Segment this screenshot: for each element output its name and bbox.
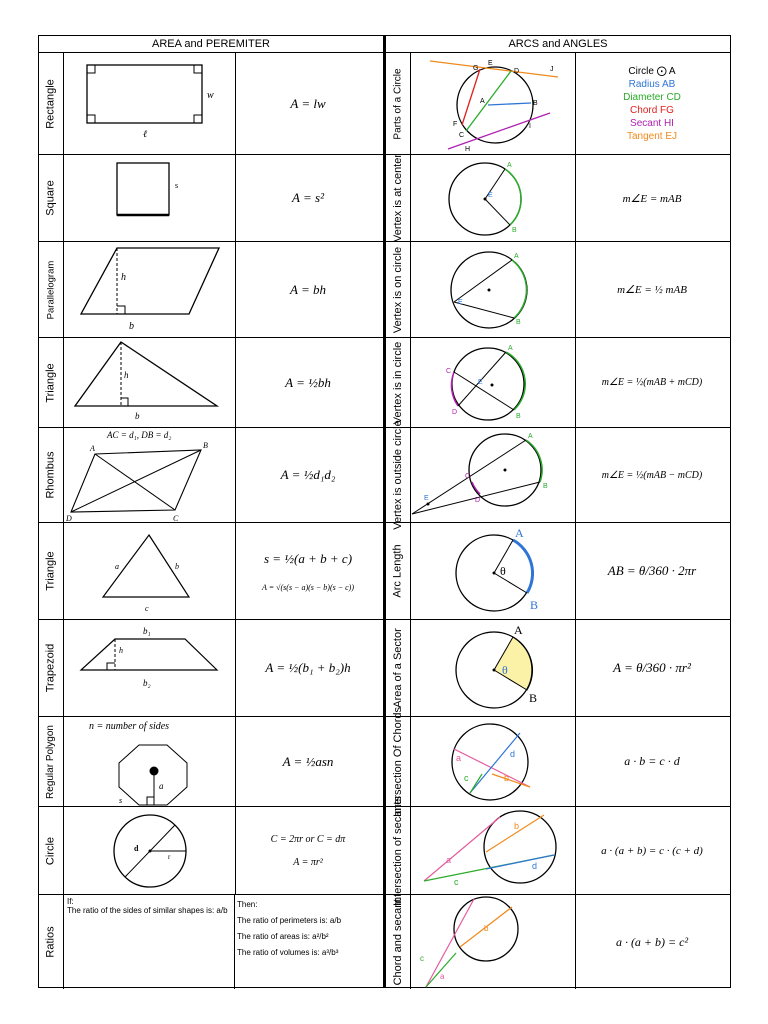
svg-text:E: E — [458, 299, 463, 306]
svg-text:θ: θ — [500, 564, 506, 578]
arc-length-row — [386, 523, 730, 620]
trapezoid-row — [39, 620, 383, 717]
svg-text:B: B — [516, 319, 521, 326]
triangle-figure — [63, 338, 236, 427]
triangle-row — [39, 338, 383, 428]
chord-secant-formula: a · (a + b) = c² — [615, 934, 689, 949]
ratios-label: Ratios — [44, 926, 57, 958]
rectangle-row — [39, 53, 383, 155]
arc-length-formula: AB = θ/360 · 2πr — [607, 563, 697, 578]
legend-secant: Secant HI — [630, 117, 674, 129]
sector-area-row — [386, 620, 730, 717]
svg-text:a: a — [159, 781, 164, 791]
square-row — [39, 155, 383, 242]
triangle-b-label: b — [135, 411, 140, 421]
svg-text:C: C — [446, 368, 452, 375]
svg-text:D: D — [66, 514, 72, 523]
svg-text:c: c — [420, 954, 424, 963]
svg-text:h: h — [119, 646, 123, 655]
square-s-label: s — [175, 181, 179, 190]
rectangle-figure — [63, 53, 236, 154]
arc-length-figure — [410, 523, 576, 619]
secants-row — [386, 795, 730, 906]
svg-text:B: B — [529, 691, 538, 705]
chords-figure — [410, 717, 576, 806]
svg-text:B: B — [512, 227, 517, 234]
svg-text:b₁: b₁ — [143, 626, 151, 636]
chords-formula: a · b = c · d — [624, 754, 680, 768]
legend-chord: Chord FG — [630, 104, 674, 116]
parallelogram-row — [39, 242, 383, 338]
triangle-heron-row — [39, 523, 383, 620]
sector-area-label: Area of a Sector — [392, 628, 404, 708]
vertex-center-label: Vertex is at center — [392, 153, 404, 243]
circle-figure — [63, 807, 236, 894]
svg-text:a: a — [440, 972, 445, 981]
svg-text:D: D — [475, 497, 481, 504]
parts-of-circle-figure — [410, 53, 576, 154]
svg-text:s: s — [119, 796, 123, 805]
sector-area-figure — [410, 620, 576, 716]
svg-text:A: A — [508, 345, 513, 352]
svg-text:d: d — [510, 749, 516, 759]
vertex-center-row — [386, 155, 730, 242]
vertex-on-circle-row — [386, 242, 730, 338]
parallelogram-figure — [63, 242, 236, 337]
vertex-in-circle-row — [386, 338, 730, 428]
svg-text:c: c — [464, 773, 469, 783]
regular-polygon-figure — [63, 717, 236, 806]
formula-sheet — [38, 35, 731, 988]
svg-text:A: A — [90, 444, 95, 453]
legend-radius: Radius AB — [628, 78, 676, 90]
triangle-h-label: h — [124, 370, 129, 380]
svg-text:C: C — [465, 473, 471, 480]
svg-text:A: A — [507, 162, 512, 169]
svg-text:C: C — [459, 132, 465, 139]
svg-text:E: E — [424, 495, 429, 502]
triangle-heron-figure — [63, 523, 236, 619]
rhombus-note: AC = d₁, DB = d₂ — [107, 430, 172, 440]
parts-of-circle-row — [386, 53, 730, 155]
rectangle-label: Rectangle — [44, 78, 57, 129]
svg-text:A: A — [528, 433, 533, 440]
trapezoid-label: Trapezoid — [44, 643, 57, 693]
svg-text:b: b — [484, 924, 489, 933]
svg-text:B: B — [530, 598, 539, 612]
svg-text:b₂: b₂ — [143, 678, 151, 688]
secants-figure — [410, 807, 576, 894]
parallelogram-b-label: b — [129, 321, 134, 332]
arc-length-label: Arc Length — [391, 544, 404, 598]
svg-text:D: D — [452, 409, 458, 416]
secants-label: Intersection of secants — [392, 795, 404, 906]
rhombus-label: Rhombus — [44, 451, 57, 499]
triangle-label: Triangle — [44, 362, 57, 403]
svg-text:D: D — [514, 68, 520, 75]
area-perimeter-header: AREA and PEREMITER — [39, 36, 383, 53]
vertex-in-circle-figure — [410, 338, 576, 427]
svg-text:H: H — [465, 146, 471, 153]
svg-text:A: A — [480, 98, 485, 105]
secants-formula: a · (a + b) = c · (c + d) — [601, 844, 703, 857]
regular-polygon-row — [39, 717, 383, 807]
svg-text:B: B — [533, 100, 538, 107]
svg-text:B: B — [516, 413, 521, 420]
svg-text:b: b — [514, 821, 520, 831]
rhombus-row — [39, 428, 383, 523]
parallelogram-formula: A = bh — [290, 281, 326, 297]
legend-circle: Circle ⨀ A — [628, 65, 676, 77]
trapezoid-figure — [63, 620, 236, 716]
svg-text:A: A — [514, 623, 523, 637]
polygon-note: n = number of sides — [89, 721, 170, 732]
square-figure — [63, 155, 236, 241]
rectangle-l-label: ℓ — [143, 129, 148, 140]
svg-text:b: b — [504, 773, 510, 783]
legend-diameter: Diameter CD — [623, 91, 681, 103]
rhombus-formula: A = ½d₁d₂ — [280, 467, 336, 482]
svg-text:d: d — [134, 844, 139, 853]
chords-row — [386, 706, 730, 817]
svg-text:E: E — [488, 192, 493, 199]
svg-text:a: a — [446, 855, 452, 865]
vertex-on-circle-formula: m∠E = ½ mAB — [617, 284, 687, 296]
svg-text:I: I — [529, 123, 531, 130]
chord-secant-row — [386, 895, 730, 989]
circle-area-formula: A = πr² — [293, 856, 323, 868]
svg-text:A: A — [514, 253, 519, 260]
vertex-in-circle-label: Vertex is in circle — [392, 341, 404, 424]
parallelogram-h-label: h — [121, 272, 126, 283]
vertex-center-formula: m∠E = mAB — [622, 192, 682, 205]
parallelogram-label: Parallelogram — [45, 260, 57, 319]
chord-secant-label: Chord and secant — [392, 898, 404, 986]
svg-text:E: E — [478, 379, 483, 386]
vertex-outside-figure — [410, 428, 576, 522]
svg-text:G: G — [473, 65, 479, 72]
circumference-formula: C = 2πr or C = dπ — [270, 833, 346, 845]
chords-label: Intersection Of Chords — [392, 706, 404, 817]
triangle-heron-label: Triangle — [44, 551, 57, 591]
area-perimeter-table — [38, 35, 384, 988]
svg-text:θ: θ — [502, 663, 508, 677]
vertex-center-figure — [410, 155, 576, 241]
chord-secant-figure — [410, 895, 576, 989]
svg-text:a: a — [456, 753, 462, 763]
svg-text:F: F — [453, 121, 458, 128]
vertex-in-circle-formula: m∠E = ½(mAB + mCD) — [601, 377, 703, 388]
svg-text:d: d — [532, 861, 538, 871]
circle-label: Circle — [44, 836, 57, 865]
rectangle-w-label: w — [207, 90, 214, 101]
svg-text:A: A — [515, 526, 524, 540]
circle-row — [39, 807, 383, 895]
vertex-on-circle-figure — [410, 242, 576, 337]
vertex-outside-formula: m∠E = ½(mAB − mCD) — [601, 469, 703, 481]
parts-of-circle-label: Parts of a Circle — [392, 67, 404, 140]
ratios-then-text: Then: The ratio of perimeters is: a/b The ratio of areas is: a²/b² The ratio of volumes is: a³/b³ — [237, 900, 342, 957]
svg-text:J: J — [550, 66, 554, 73]
svg-text:c: c — [145, 604, 149, 613]
parts-of-circle-legend — [574, 53, 730, 154]
ratios-if-text: If: The ratio of the sides of similar shapes is: a/b — [63, 895, 235, 989]
semiperimeter-formula: s = ½(a + b + c) — [263, 550, 353, 566]
trapezoid-formula: A = ½(b₁ + b₂)h — [265, 660, 351, 675]
svg-text:C: C — [173, 514, 179, 523]
svg-text:r: r — [168, 853, 171, 861]
svg-text:B: B — [203, 441, 208, 450]
square-label: Square — [44, 180, 57, 216]
svg-text:B: B — [543, 483, 548, 490]
svg-text:c: c — [454, 877, 459, 887]
vertex-outside-label: Vertex is outside circle — [392, 420, 404, 530]
arcs-angles-table — [385, 35, 731, 988]
triangle-formula: A = ½bh — [285, 374, 331, 390]
regular-polygon-label: Regular Polygon — [45, 724, 56, 799]
square-formula: A = s² — [292, 190, 324, 205]
legend-tangent: Tangent EJ — [626, 130, 678, 142]
svg-text:a: a — [115, 562, 119, 571]
rhombus-figure — [63, 428, 236, 522]
svg-text:b: b — [175, 562, 179, 571]
svg-text:E: E — [488, 60, 493, 67]
heron-formula: A = √(s(s − a)(s − b)(s − c)) — [261, 582, 355, 592]
ratios-row — [39, 895, 383, 989]
regular-polygon-formula: A = ½asn — [282, 753, 334, 769]
vertex-outside-row — [386, 420, 730, 530]
sector-area-formula: A = θ/360 · πr² — [613, 660, 691, 675]
arcs-angles-header: ARCS and ANGLES — [386, 36, 730, 53]
vertex-on-circle-label: Vertex is on circle — [392, 246, 404, 333]
rectangle-formula: A = lw — [290, 95, 326, 111]
